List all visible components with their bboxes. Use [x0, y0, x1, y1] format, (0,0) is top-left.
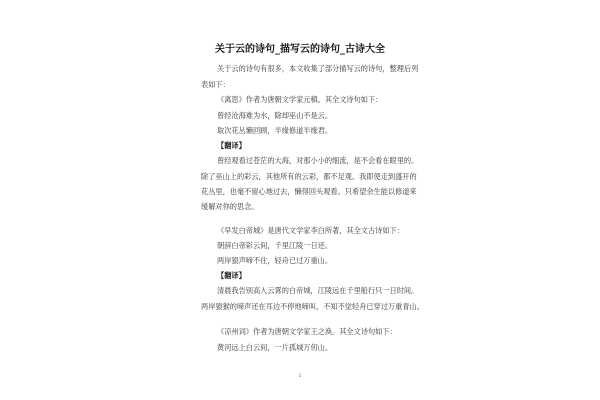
intro-line-1: 关于云的诗句有很多，本文收集了部分描写云的诗句，整理后列 [217, 64, 419, 73]
poem-3-intro: 《凉州词》作者为唐朝文学家王之涣。其全文诗句如下： [217, 327, 397, 336]
poem-1-translation-line-3: 花丛里，也毫不留心地过去，懒得回头观看。只希望余生能以修道来 [201, 187, 417, 196]
page-number: 1 [298, 373, 302, 379]
intro-line-2: 表如下： [201, 80, 230, 89]
poem-1-translation-line-2: 除了巫山上的彩云，其他所有的云彩，都不足观。我即使走到盛开的 [201, 172, 417, 181]
poem-2-translation-line-2: 两岸猿猴的啼声还在耳边不停地啼叫，不知不觉轻舟已穿过万重青山。 [201, 302, 424, 311]
poem-1-intro: 《离思》作者为唐朝文学家元稹。其全文诗句如下： [217, 95, 383, 104]
poem-1-translation-line-4: 缓解对你的思念。 [201, 202, 259, 211]
poem-2-intro: 《早发白帝城》是唐代文学家李白所著，其全文古诗如下： [217, 226, 404, 235]
poem-1-line-1: 曾经沧海难为水，除却巫山不是云。 [217, 111, 333, 120]
poem-2-line-2: 两岸猿声啼不住，轻舟已过万重山。 [217, 256, 333, 265]
document-title: 关于云的诗句_描写云的诗句_古诗大全 [215, 44, 385, 55]
poem-2-translation-line-1: 清晨我告别高入云霄的白帝城，江陵远在千里船行只一日时间。 [217, 286, 419, 295]
poem-2-translation-tag: 【翻译】 [217, 271, 246, 280]
poem-1-translation-line-1: 曾经观看过苍茫的大海，对那小小的细流，是不会看在眼里的。 [217, 156, 419, 165]
poem-2-line-1: 朝辞白帝彩云间，千里江陵一日还。 [217, 241, 333, 250]
poem-1-line-2: 取次花丛懒回顾，半缘修道半缘君。 [217, 126, 333, 135]
poem-3-line-1: 黄河远上白云间，一片孤城万仞山。 [217, 343, 333, 352]
poem-1-translation-tag: 【翻译】 [217, 141, 246, 150]
